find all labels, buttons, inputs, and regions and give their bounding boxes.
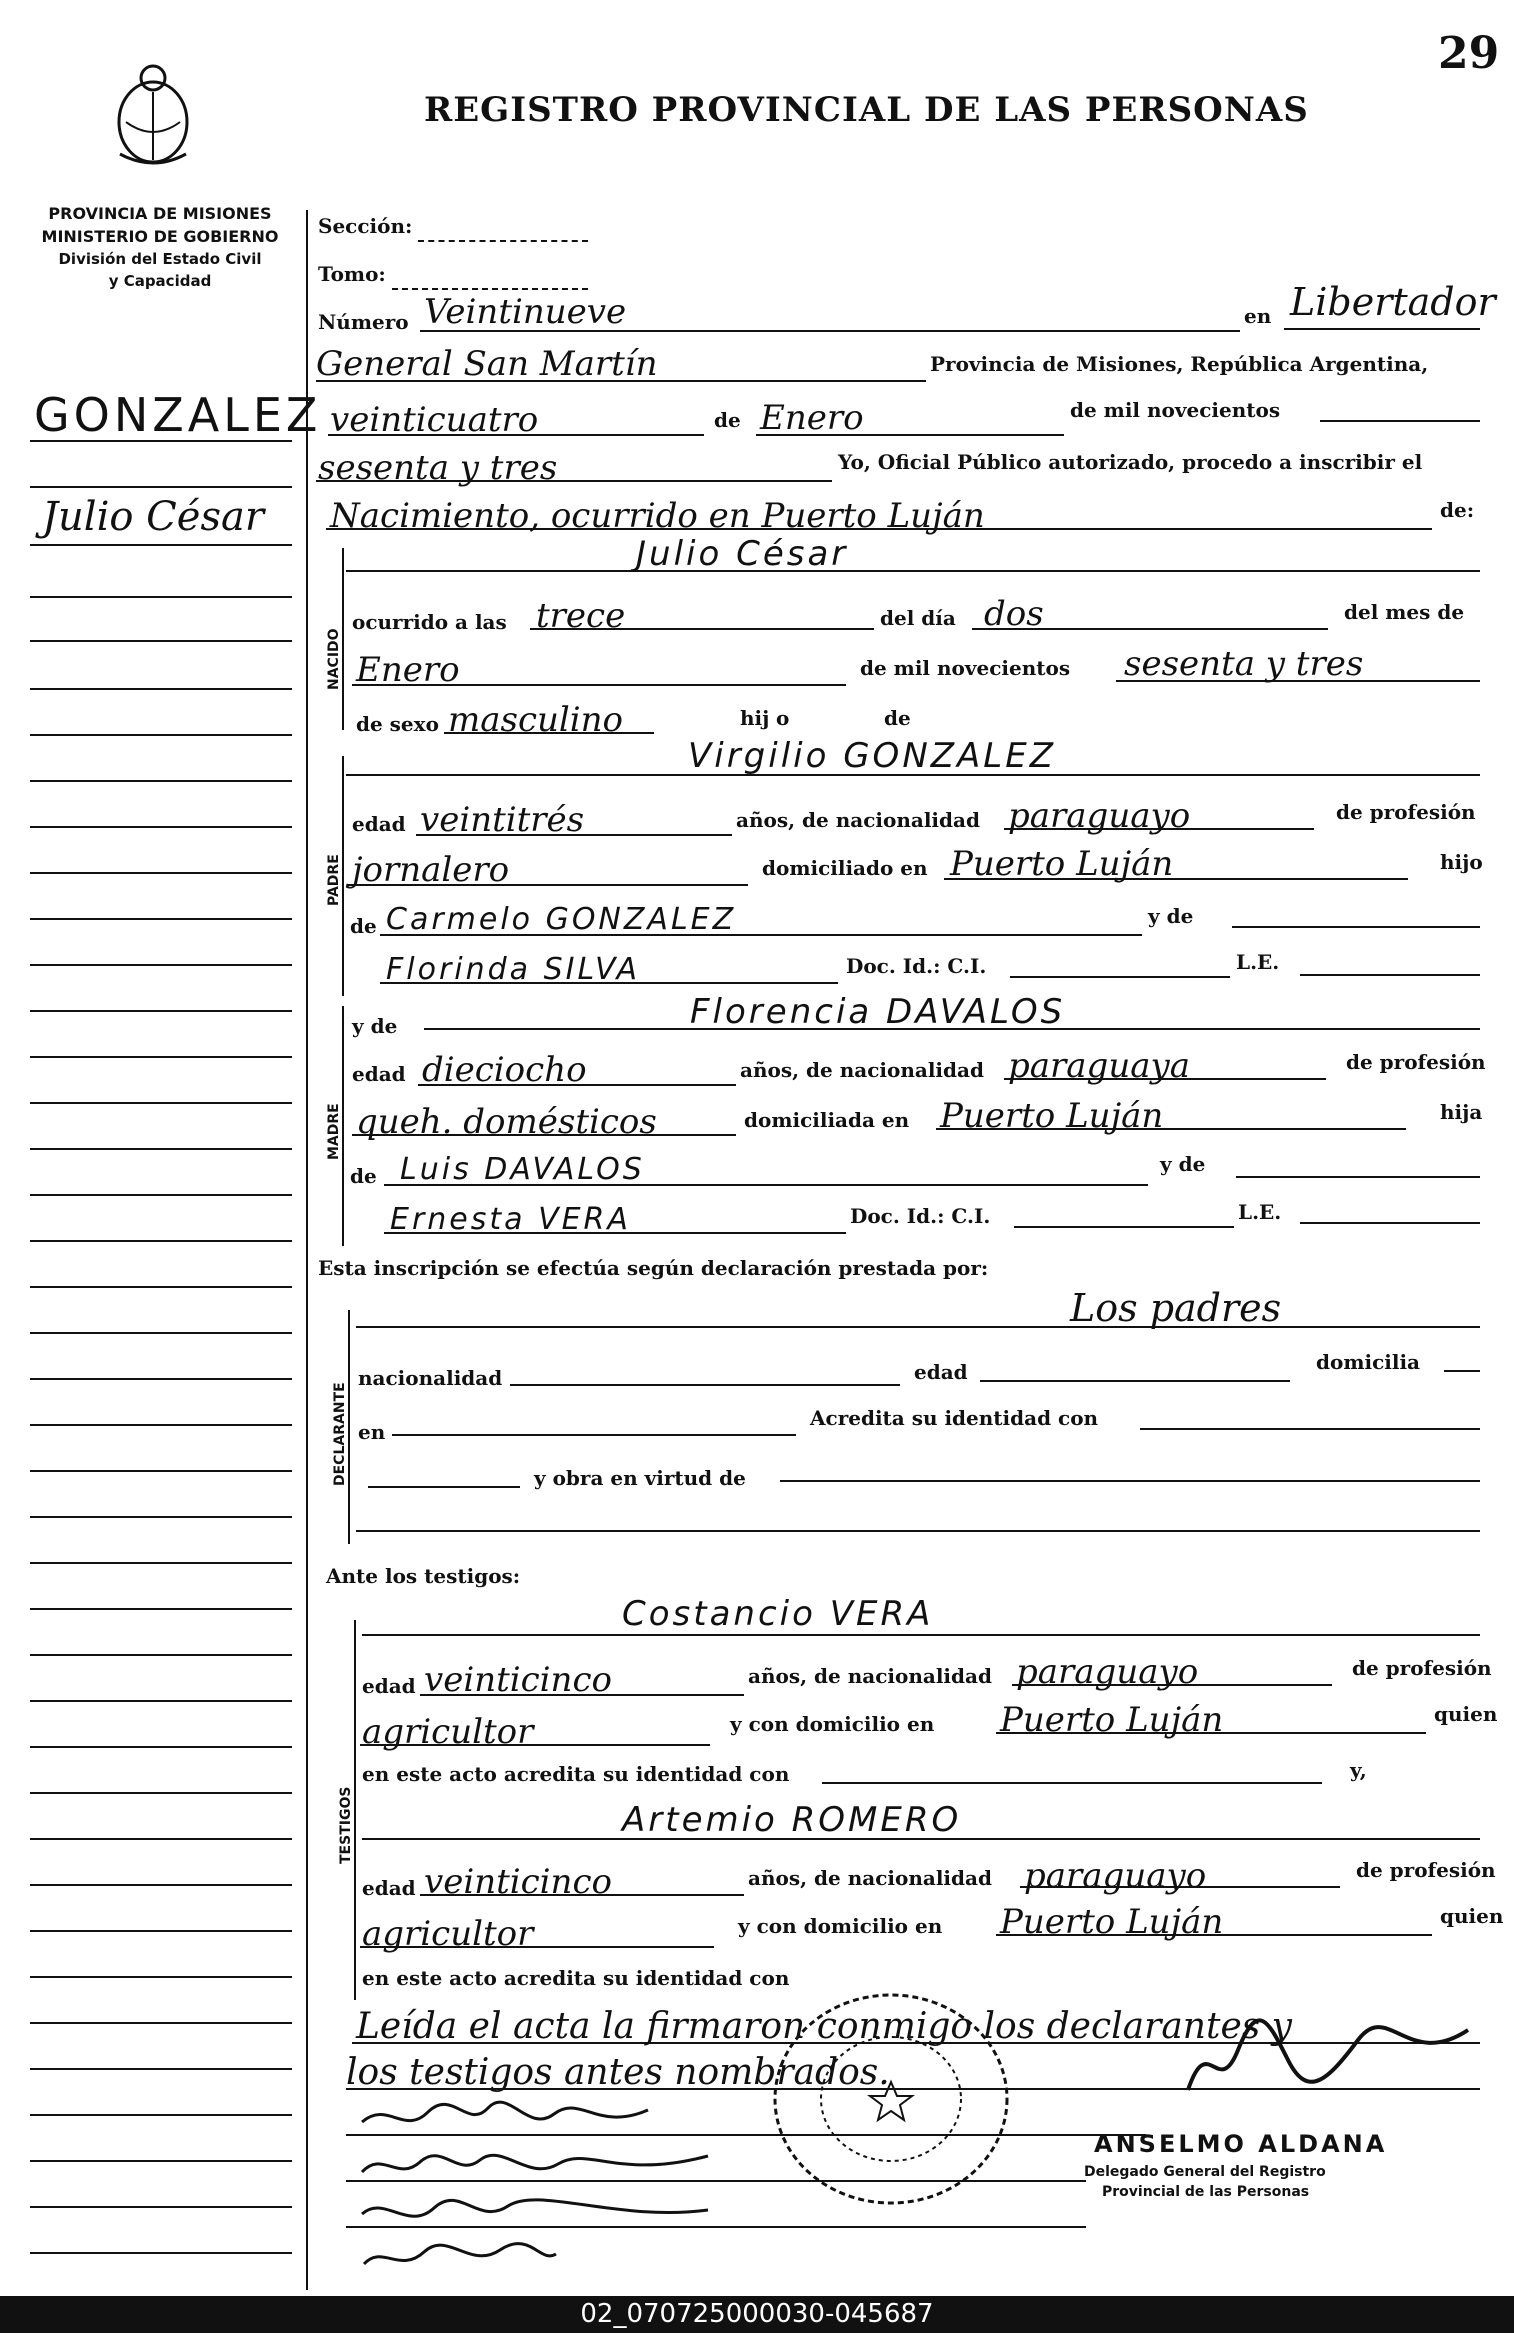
hijo-label: hijo — [1440, 850, 1483, 874]
hij-label: hij — [740, 706, 770, 730]
t2-anos-label: años, de nacionalidad — [748, 1866, 992, 1890]
footer-code: 02_070725000030-045687 — [580, 2299, 934, 2329]
dia-value: dos — [984, 594, 1044, 634]
del-dia-label: del día — [880, 606, 956, 630]
official-title-2: Provincial de las Personas — [1102, 2184, 1310, 2200]
tomo-label: Tomo: — [318, 262, 386, 286]
numero-label: Número — [318, 310, 409, 334]
seccion-label: Sección: — [318, 214, 413, 238]
month-value: Enero — [760, 398, 864, 438]
padre-dom: Puerto Luján — [950, 844, 1174, 884]
hora-value: trece — [536, 596, 626, 636]
padre-prof: jornalero — [352, 850, 510, 890]
padre-edad: veintitrés — [420, 800, 585, 840]
side-tag-declarante: DECLARANTE — [332, 1382, 348, 1486]
doc-id-label-2: Doc. Id.: C.I. — [850, 1204, 991, 1228]
office-header — [20, 204, 300, 290]
madre-prof-label: de profesión — [1346, 1050, 1486, 1074]
t1-prof-label: de profesión — [1352, 1656, 1492, 1680]
padre-nombre: Virgilio GONZALEZ — [688, 736, 1057, 776]
le-label-2: L.E. — [1238, 1200, 1282, 1224]
en-label: en — [1244, 304, 1272, 328]
coat-of-arms-icon — [108, 62, 198, 170]
office-line-3: División del Estado Civil — [58, 250, 262, 268]
declaracion-label: Esta inscripción se efectúa según declaración prestada por: — [318, 1256, 989, 1280]
madre-anos-label: años, de nacionalidad — [740, 1058, 984, 1082]
del-mes-label: del mes de — [1344, 600, 1465, 624]
anio-value: sesenta y tres — [1124, 644, 1364, 684]
footer-bar — [0, 2296, 1514, 2333]
hija-label: hija — [1440, 1100, 1483, 1124]
side-tag-madre: MADRE — [326, 1103, 342, 1160]
official-name: ANSELMO ALDANA — [1094, 2130, 1388, 2158]
nombre-value: Julio César — [636, 534, 849, 574]
t2-prof-label: de profesión — [1356, 1858, 1496, 1882]
abuela-materna: Ernesta VERA — [390, 1202, 631, 1237]
madre-edad-label: edad — [352, 1062, 406, 1086]
side-tag-padre: PADRE — [326, 854, 342, 906]
hijo-suffix: o — [776, 706, 790, 730]
madre-y-de-label-2: y de — [1160, 1152, 1206, 1176]
padre-anos-label: años, de nacionalidad — [736, 808, 980, 832]
place2-value: General San Martín — [316, 344, 658, 384]
en-label-decl: en — [358, 1420, 386, 1444]
de-label-4: de — [350, 1164, 377, 1188]
le-label: L.E. — [1236, 950, 1280, 974]
abuelo-materno: Luis DAVALOS — [400, 1152, 645, 1187]
t1-anos-label: años, de nacionalidad — [748, 1664, 992, 1688]
madre-prof: queh. domésticos — [356, 1102, 657, 1142]
office-line-4: y Capacidad — [108, 272, 212, 290]
signature-testigo2 — [360, 2234, 560, 2290]
de-label: de — [714, 408, 741, 432]
t1-nac: paraguayo — [1016, 1652, 1199, 1692]
numero-value: Veintinueve — [424, 292, 627, 332]
signature-oficial-scribble — [1178, 2010, 1478, 2110]
t1-edad: veinticinco — [424, 1660, 612, 1700]
provincia-label: Provincia de Misiones, República Argentina, — [930, 352, 1429, 376]
t1-dom: Puerto Luján — [1000, 1700, 1224, 1740]
office-line-2: MINISTERIO DE GOBIERNO — [41, 227, 279, 246]
abuelo-paterno: Carmelo GONZALEZ — [386, 902, 737, 937]
margin-given-names: Julio César — [42, 494, 264, 540]
signature-testigo1-scribble — [358, 2188, 718, 2236]
padre-nac: paraguayo — [1008, 796, 1191, 836]
y-comma-label: y, — [1350, 1758, 1367, 1782]
doc-id-label: Doc. Id.: C.I. — [846, 954, 987, 978]
padre-edad-label: edad — [352, 812, 406, 836]
t2-nac: paraguayo — [1024, 1856, 1207, 1896]
t2-edad-label: edad — [362, 1876, 416, 1900]
year-value: sesenta y tres — [318, 448, 558, 488]
mes-value: Enero — [356, 650, 460, 690]
t2-quien-label: quien — [1440, 1904, 1504, 1928]
t1-edad-label: edad — [362, 1674, 416, 1698]
madre-dom-label: domiciliada en — [744, 1108, 910, 1132]
testigo1-nombre: Costancio VERA — [622, 1594, 934, 1634]
side-tag-testigos: TESTIGOS — [338, 1786, 354, 1864]
t1-prof: agricultor — [362, 1712, 534, 1752]
declarante-value: Los padres — [1070, 1286, 1282, 1330]
t2-acredita-label: en este acto acredita su identidad con — [362, 1966, 790, 1990]
cierre-linea-1: Leída el acta la firmaron conmigo los declarantes y — [356, 2006, 1292, 2047]
t2-prof: agricultor — [362, 1914, 534, 1954]
edad-label-decl: edad — [914, 1360, 968, 1384]
en-place-value: Libertador — [1290, 280, 1496, 324]
t1-acredita-label: en este acto acredita su identidad con — [362, 1762, 790, 1786]
padre-prof-label: de profesión — [1336, 800, 1476, 824]
t2-edad: veinticinco — [424, 1862, 612, 1902]
office-line-1: PROVINCIA DE MISIONES — [48, 204, 272, 223]
signature-oficial — [1178, 2010, 1478, 2114]
nacionalidad-label: nacionalidad — [358, 1366, 503, 1390]
madre-y-de-label: y de — [352, 1014, 398, 1038]
yo-oficial-label: Yo, Oficial Público autorizado, procedo a inscribir el — [838, 450, 1423, 474]
t2-dom-label: y con domicilio en — [738, 1914, 943, 1938]
testigo2-nombre: Artemio ROMERO — [622, 1800, 962, 1840]
signature-testigo2-scribble — [360, 2234, 560, 2282]
margin-surname: GONZALEZ — [34, 388, 322, 442]
page-number: 29 — [1438, 28, 1500, 79]
de-label-2: de — [884, 706, 911, 730]
abuela-paterna: Florinda SILVA — [386, 952, 641, 987]
domicilia-label: domicilia — [1316, 1350, 1421, 1374]
acredita-label: Acredita su identidad con — [810, 1406, 1099, 1430]
madre-nombre: Florencia DAVALOS — [690, 992, 1066, 1032]
de-label-3: de — [350, 914, 377, 938]
main-left-border — [306, 210, 308, 2290]
cierre-linea-2: los testigos antes nombrados. — [346, 2052, 890, 2093]
padre-dom-label: domiciliado en — [762, 856, 928, 880]
madre-nac: paraguaya — [1008, 1046, 1190, 1086]
document-title: REGISTRO PROVINCIAL DE LAS PERSONAS — [424, 90, 1309, 130]
official-stamp-icon — [766, 1984, 1016, 2214]
official-title-1: Delegado General del Registro — [1084, 2164, 1326, 2180]
t2-dom: Puerto Luján — [1000, 1902, 1224, 1942]
de-mil-novecientos-label: de mil novecientos — [1070, 398, 1281, 422]
y-de-label: y de — [1148, 904, 1194, 928]
madre-edad: dieciocho — [422, 1050, 587, 1090]
de-mil-label-2: de mil novecientos — [860, 656, 1071, 680]
side-tag-nacido: NACIDO — [326, 628, 342, 690]
sexo-label: de sexo — [356, 712, 439, 736]
t1-dom-label: y con domicilio en — [730, 1712, 935, 1736]
signature-padre-scribble — [358, 2094, 658, 2142]
signature-madre-scribble — [358, 2142, 718, 2190]
sexo-value: masculino — [448, 700, 624, 740]
ante-testigos-label: Ante los testigos: — [326, 1564, 521, 1588]
de-colon-label: de: — [1440, 498, 1475, 522]
madre-dom: Puerto Luján — [940, 1096, 1164, 1136]
ocurrido-label: ocurrido a las — [352, 610, 507, 634]
obra-label: y obra en virtud de — [534, 1466, 746, 1490]
acto-value: Nacimiento, ocurrido en Puerto Luján — [330, 496, 985, 536]
t1-quien-label: quien — [1434, 1702, 1498, 1726]
day-value: veinticuatro — [330, 400, 539, 440]
